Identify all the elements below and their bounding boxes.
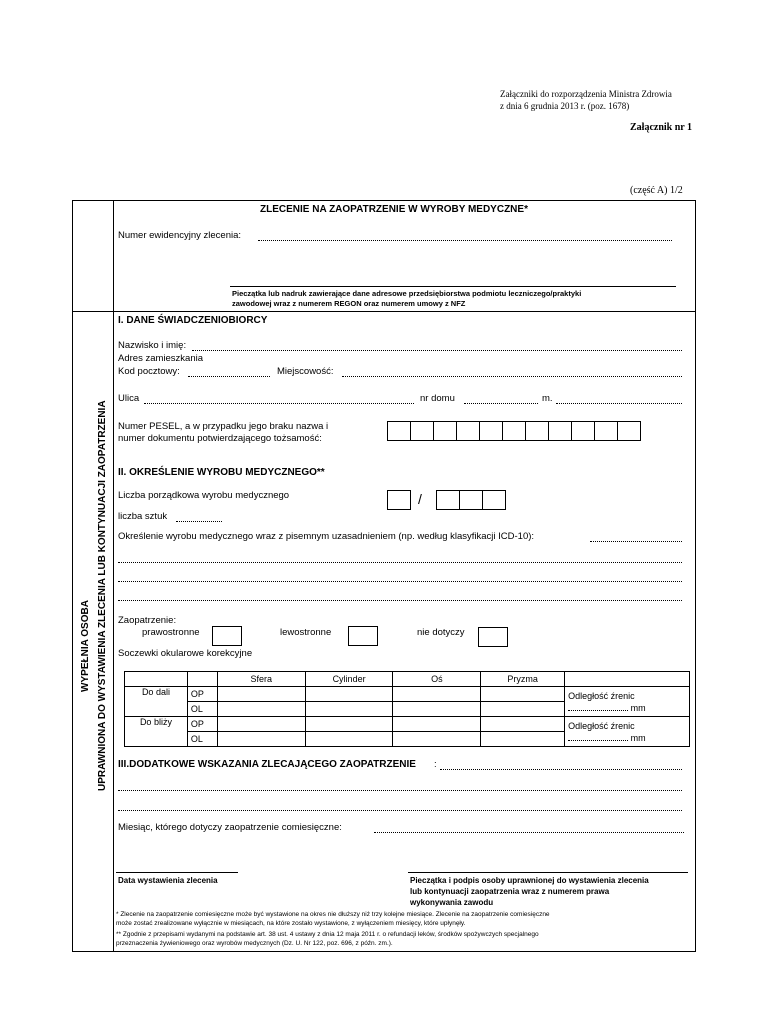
pesel-cell[interactable] <box>456 421 480 441</box>
pesel-cell[interactable] <box>387 421 411 441</box>
far-op-axis[interactable] <box>393 687 481 702</box>
far-ol-axis[interactable] <box>393 702 481 717</box>
street-field[interactable] <box>144 403 414 404</box>
house-number-field[interactable] <box>464 403 538 404</box>
name-label: Nazwisko i imię: <box>118 340 187 351</box>
description-field-3[interactable] <box>118 581 682 582</box>
left-side-checkbox[interactable] <box>348 626 378 646</box>
header-cylinder: Cylinder <box>305 672 393 687</box>
pesel-cell[interactable] <box>571 421 595 441</box>
description-field-1[interactable] <box>590 541 682 542</box>
far-op-prism[interactable] <box>481 687 565 702</box>
not-applicable-label: nie dotyczy <box>417 627 465 638</box>
ordinal-slash: / <box>418 491 422 507</box>
attachment-number: Załącznik nr 1 <box>630 122 693 133</box>
house-number-label: nr domu <box>420 393 455 404</box>
top-section-divider <box>72 311 696 312</box>
near-pupil-unit: mm <box>630 732 646 743</box>
ordinal-cells-left[interactable] <box>388 490 411 510</box>
far-ol-prism[interactable] <box>481 702 565 717</box>
right-side-label: prawostronne <box>142 627 200 638</box>
month-label: Miesiąc, którego dotyczy zaopatrzenie comiesięczne: <box>118 822 342 833</box>
near-pupil-label: Odległość źrenic <box>568 720 635 731</box>
side-label-line-2: UPRAWNIONA DO WYSTAWIENIA ZLECENIA LUB KONTYNUACJI ZAOPATRZENIA <box>97 400 108 791</box>
near-ol-cylinder[interactable] <box>305 732 393 747</box>
pesel-cell[interactable] <box>594 421 618 441</box>
pesel-cell[interactable] <box>617 421 641 441</box>
far-pupil-label: Odległość źrenic <box>568 690 635 701</box>
ordinal-cell[interactable] <box>482 490 506 510</box>
not-applicable-checkbox[interactable] <box>478 627 508 647</box>
header-axis: Oś <box>393 672 481 687</box>
description-field-2[interactable] <box>118 562 682 563</box>
ordinal-cell[interactable] <box>436 490 460 510</box>
near-op-cylinder[interactable] <box>305 717 393 732</box>
description-label: Określenie wyrobu medycznego wraz z pisemnym uzasadnieniem (np. według klasyfikacji ICD-10): <box>118 531 535 542</box>
supply-label: Zaopatrzenie: <box>118 615 177 626</box>
lens-table-header-row <box>125 672 690 687</box>
signature-caption-line-1: Pieczątka i podpis osoby uprawnionej do wystawienia zlecenia <box>410 876 649 885</box>
ordinal-cell[interactable] <box>387 490 411 510</box>
footnote-1-line-1: * Zlecenie na zaopatrzenie comiesięczne może być wystawione na okres nie dłuższy niż trzy kolejne miesiące. Zlecenie na zaopatrzenie comiesięczne <box>116 911 550 918</box>
section-3-heading: III.DODATKOWE WSKAZANIA ZLECAJĄCEGO ZAOPATRZENIE <box>118 759 416 770</box>
near-ol-prism[interactable] <box>481 732 565 747</box>
near-op-axis[interactable] <box>393 717 481 732</box>
form-title: ZLECENIE NA ZAOPATRZENIE W WYROBY MEDYCZNE* <box>260 204 528 215</box>
near-ol-label: OL <box>187 732 217 747</box>
pesel-input-cells[interactable] <box>388 421 641 441</box>
attachment-line-2: z dnia 6 grudnia 2013 r. (poz. 1678) <box>500 101 630 111</box>
city-label: Miejscowość: <box>277 366 334 377</box>
pesel-label-line-1: Numer PESEL, a w przypadku jego braku nazwa i <box>118 421 329 432</box>
signature-line[interactable] <box>408 872 688 873</box>
near-ol-axis[interactable] <box>393 732 481 747</box>
far-pupil-cell <box>565 687 690 717</box>
stamp-caption-line-2: zawodowej wraz z numerem REGON oraz numerem umowy z NFZ <box>232 299 466 308</box>
corner-cell <box>125 672 188 687</box>
part-label: (część A) 1/2 <box>630 185 683 196</box>
signature-caption-line-2: lub kontynuacji zaopatrzenia wraz z numerem prawa <box>410 887 610 896</box>
far-op-cylinder[interactable] <box>305 687 393 702</box>
side-column-divider <box>113 200 114 952</box>
order-number-field[interactable] <box>258 240 672 241</box>
name-field[interactable] <box>192 350 682 351</box>
far-ol-label: OL <box>187 702 217 717</box>
postal-code-field[interactable] <box>188 376 270 377</box>
section-3-colon: : <box>434 759 437 770</box>
month-field[interactable] <box>374 832 684 833</box>
far-ol-cylinder[interactable] <box>305 702 393 717</box>
order-number-label: Numer ewidencyjny zlecenia: <box>118 230 242 241</box>
address-label: Adres zamieszkania <box>118 353 204 364</box>
pesel-cell[interactable] <box>548 421 572 441</box>
near-op-prism[interactable] <box>481 717 565 732</box>
date-label: Data wystawienia zlecenia <box>118 876 218 885</box>
far-label: Do dali <box>125 687 188 717</box>
header-prism: Pryzma <box>481 672 565 687</box>
near-ol-sphere[interactable] <box>217 732 305 747</box>
ordinal-label: Liczba porządkowa wyrobu medycznego <box>118 490 290 501</box>
city-field[interactable] <box>342 376 682 377</box>
left-side-label: lewostronne <box>280 627 332 638</box>
flat-number-label: m. <box>542 393 553 404</box>
right-side-checkbox[interactable] <box>212 626 242 646</box>
far-op-row <box>125 687 690 702</box>
near-pupil-field[interactable] <box>568 740 628 741</box>
pesel-cell[interactable] <box>525 421 549 441</box>
street-label: Ulica <box>118 393 140 404</box>
far-ol-sphere[interactable] <box>217 702 305 717</box>
additional-indications-field-1[interactable] <box>440 769 682 770</box>
quantity-label: liczba sztuk <box>118 511 168 522</box>
postal-code-label: Kod pocztowy: <box>118 366 180 377</box>
far-pupil-unit: mm <box>630 702 646 713</box>
footnote-2-line-1: ** Zgodnie z przepisami wydanymi na podstawie art. 38 ust. 4 ustawy z dnia 12 maja 2011 r. o refundacji leków, środków spożywczych specjalnego <box>116 931 539 938</box>
ordinal-cell[interactable] <box>459 490 483 510</box>
lens-table <box>124 671 690 747</box>
near-op-row <box>125 717 690 732</box>
additional-indications-field-2[interactable] <box>118 790 682 791</box>
section-2-heading: II. OKREŚLENIE WYROBU MEDYCZNEGO** <box>118 467 325 478</box>
form-frame <box>72 200 696 952</box>
header-sphere: Sfera <box>217 672 305 687</box>
near-op-label: OP <box>187 717 217 732</box>
flat-number-field[interactable] <box>556 403 682 404</box>
signature-caption-line-3: wykonywania zawodu <box>410 898 494 907</box>
footnote-2-line-2: przeznaczenia żywieniowego oraz wyrobów medycznych (Dz. U. Nr 122, poz. 696, z późn. zm.). <box>116 940 393 947</box>
pesel-cell[interactable] <box>410 421 434 441</box>
far-op-sphere[interactable] <box>217 687 305 702</box>
far-op-label: OP <box>187 687 217 702</box>
header-spacer <box>565 672 690 687</box>
lenses-label: Soczewki okularowe korekcyjne <box>118 648 253 659</box>
footnote-1-line-2: może zostać zrealizowane wyłącznie w miesiącach, na które zostało wystawione, z wyłączeniem miesięcy, które upłynęły. <box>116 920 466 927</box>
pesel-cell[interactable] <box>479 421 503 441</box>
date-line[interactable] <box>116 872 238 873</box>
pesel-cell[interactable] <box>433 421 457 441</box>
attachment-line-1: Załączniki do rozporządzenia Ministra Zdrowia <box>500 89 672 99</box>
near-label: Do bliży <box>125 717 188 747</box>
side-label-line-1: WYPEŁNIA OSOBA <box>80 600 91 692</box>
stamp-line <box>230 286 676 287</box>
additional-indications-field-3[interactable] <box>118 810 682 811</box>
near-op-sphere[interactable] <box>217 717 305 732</box>
quantity-field[interactable] <box>176 521 222 522</box>
ordinal-cells-right[interactable] <box>437 490 506 510</box>
near-pupil-cell <box>565 717 690 747</box>
far-pupil-field[interactable] <box>568 710 628 711</box>
pesel-cell[interactable] <box>502 421 526 441</box>
section-1-heading: I. DANE ŚWIADCZENIOBIORCY <box>118 315 268 326</box>
corner-cell <box>187 672 217 687</box>
description-field-4[interactable] <box>118 600 682 601</box>
stamp-caption-line-1: Pieczątka lub nadruk zawierające dane adresowe przedsiębiorstwa podmiotu leczniczego/praktyki <box>232 289 582 298</box>
pesel-label-line-2: numer dokumentu potwierdzającego tożsamość: <box>118 433 322 444</box>
